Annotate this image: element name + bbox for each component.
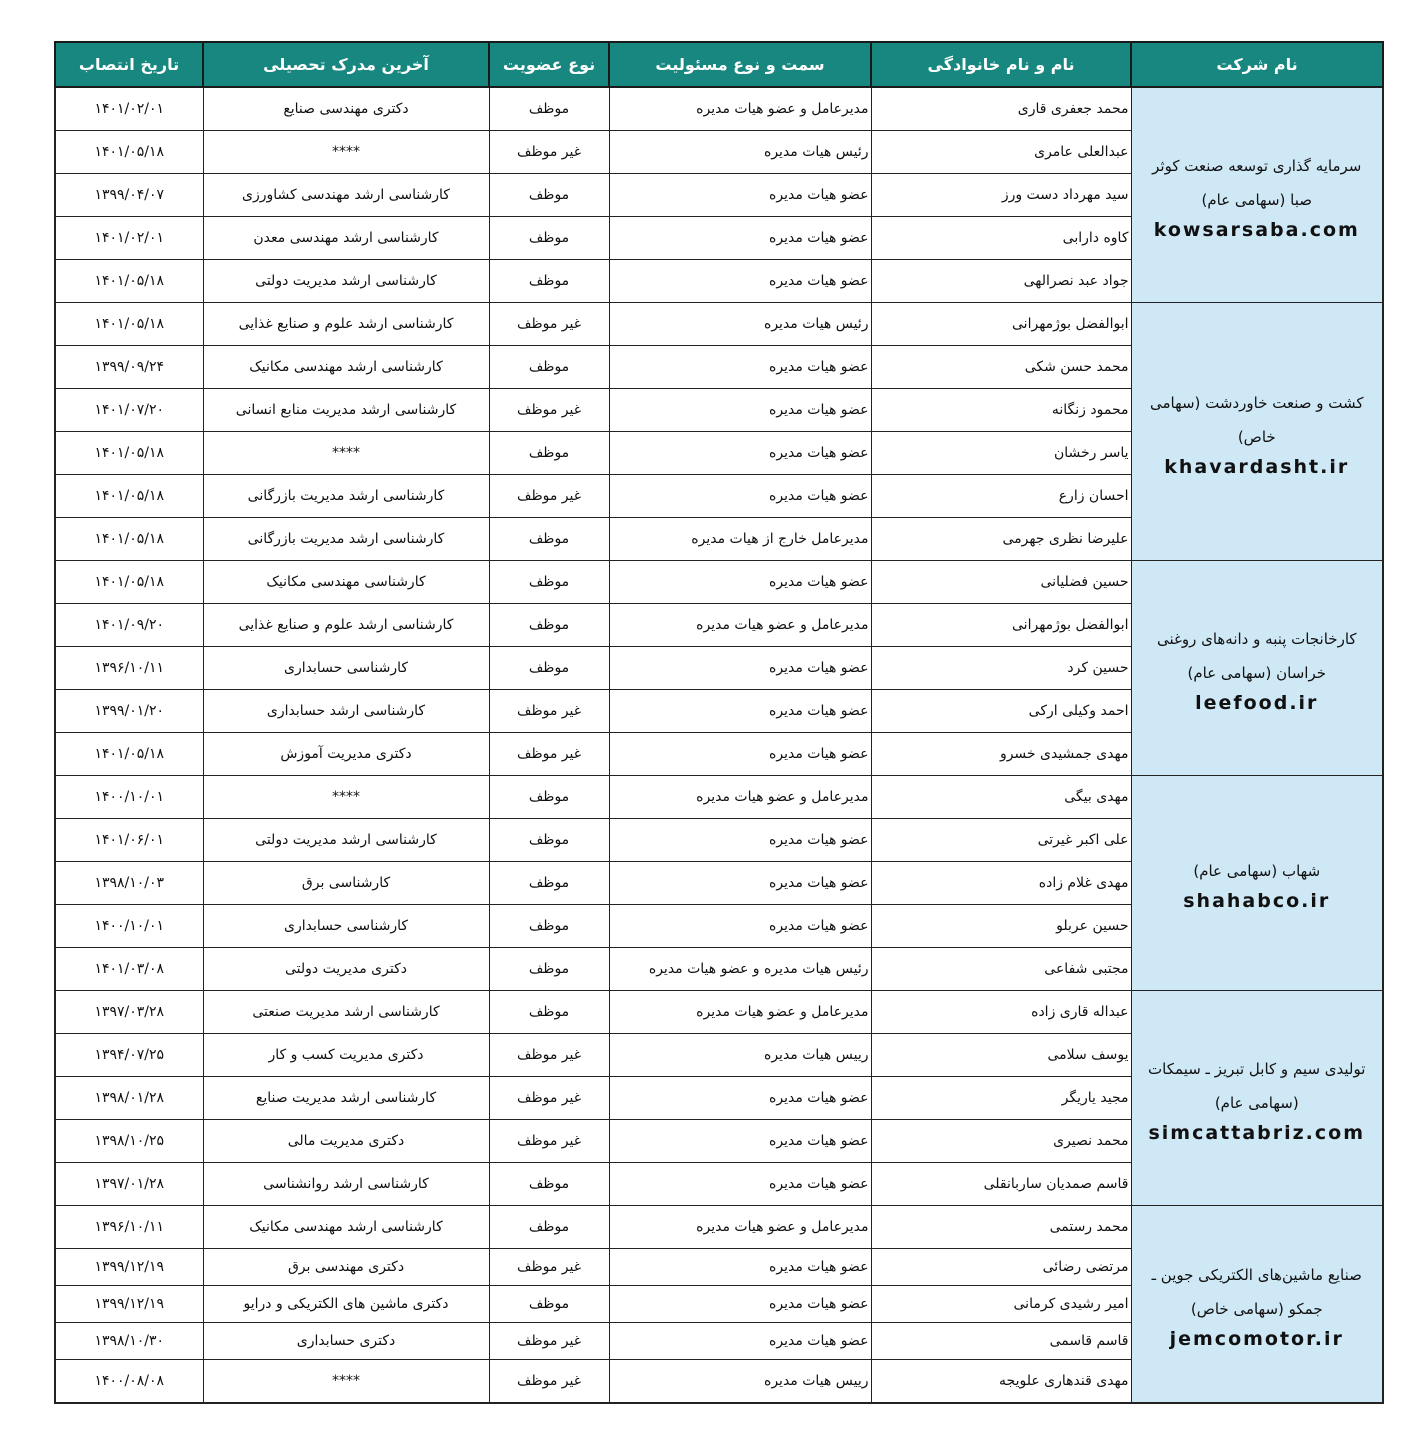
member-role: رییس هیات مدیره (609, 1034, 871, 1077)
education-degree: کارشناسی ارشد مهندسی مکانیک (203, 346, 489, 389)
member-role: مدیرعامل و عضو هیات مدیره (609, 991, 871, 1034)
member-role: عضو هیات مدیره (609, 905, 871, 948)
appointment-date: ۱۴۰۱/۰۵/۱۸ (55, 475, 203, 518)
member-name: محمد جعفری قاری (871, 87, 1131, 131)
member-role: عضو هیات مدیره (609, 1286, 871, 1323)
member-role: عضو هیات مدیره (609, 475, 871, 518)
member-name: علیرضا نظری جهرمی (871, 518, 1131, 561)
education-degree: دکتری مدیریت کسب و کار (203, 1034, 489, 1077)
appointment-date: ۱۳۹۷/۰۱/۲۸ (55, 1163, 203, 1206)
member-role: عضو هیات مدیره (609, 862, 871, 905)
membership-type: غیر موظف (489, 1323, 609, 1360)
appointment-date: ۱۳۹۹/۰۱/۲۰ (55, 690, 203, 733)
member-role: رئیس هیات مدیره (609, 131, 871, 174)
education-degree: کارشناسی ارشد مدیریت دولتی (203, 819, 489, 862)
member-role: مدیرعامل و عضو هیات مدیره (609, 776, 871, 819)
company-website: leefood.ir (1195, 692, 1319, 714)
appointment-date: ۱۴۰۱/۰۹/۲۰ (55, 604, 203, 647)
membership-type: موظف (489, 1163, 609, 1206)
member-name: مرتضی رضائی (871, 1249, 1131, 1286)
appointment-date: ۱۳۹۶/۱۰/۱۱ (55, 1206, 203, 1249)
appointment-date: ۱۳۹۷/۰۳/۲۸ (55, 991, 203, 1034)
member-name: قاسم صمدیان ساربانقلی (871, 1163, 1131, 1206)
education-degree: کارشناسی ارشد روانشناسی (203, 1163, 489, 1206)
education-degree: کارشناسی ارشد مدیریت بازرگانی (203, 475, 489, 518)
company-cell (1131, 561, 1383, 776)
membership-type: غیر موظف (489, 690, 609, 733)
company-name: کشت و صنعت خاوردشت (سهامی خاص) (1149, 393, 1364, 446)
appointment-date: ۱۴۰۱/۰۵/۱۸ (55, 303, 203, 346)
member-role: عضو هیات مدیره (609, 389, 871, 432)
member-role: رئیس هیات مدیره (609, 303, 871, 346)
education-degree: کارشناسی حسابداری (203, 647, 489, 690)
table-row (55, 991, 1383, 1034)
member-role: عضو هیات مدیره (609, 174, 871, 217)
member-name: محمد حسن شکی (871, 346, 1131, 389)
appointment-date: ۱۴۰۰/۱۰/۰۱ (55, 905, 203, 948)
member-role: مدیرعامل و عضو هیات مدیره (609, 87, 871, 131)
membership-type: غیر موظف (489, 131, 609, 174)
membership-type: موظف (489, 174, 609, 217)
header-company: نام شرکت (1131, 42, 1383, 87)
education-degree: کارشناسی ارشد مدیریت بازرگانی (203, 518, 489, 561)
company-name: تولیدی سیم و کابل تبریز ـ سیمکات (سهامی عام) (1148, 1060, 1366, 1112)
education-degree: کارشناسی حسابداری (203, 905, 489, 948)
education-degree: دکتری مدیریت دولتی (203, 948, 489, 991)
member-name: محمود زنگانه (871, 389, 1131, 432)
education-degree: دکتری حسابداری (203, 1323, 489, 1360)
member-name: قاسم قاسمی (871, 1323, 1131, 1360)
membership-type: غیر موظف (489, 1120, 609, 1163)
membership-type: موظف (489, 905, 609, 948)
member-name: مهدی غلام زاده (871, 862, 1131, 905)
membership-type: موظف (489, 948, 609, 991)
education-degree: کارشناسی ارشد مدیریت صنایع (203, 1077, 489, 1120)
header-row (55, 42, 1383, 87)
table-row (55, 561, 1383, 604)
member-name: یوسف سلامی (871, 1034, 1131, 1077)
appointment-date: ۱۴۰۱/۰۵/۱۸ (55, 733, 203, 776)
appointment-date: ۱۳۹۸/۱۰/۲۵ (55, 1120, 203, 1163)
member-name: ابوالفضل بوژمهرانی (871, 303, 1131, 346)
membership-type: غیر موظف (489, 1360, 609, 1404)
education-degree: کارشناسی ارشد مهندسی معدن (203, 217, 489, 260)
membership-type: غیر موظف (489, 1249, 609, 1286)
membership-type: موظف (489, 260, 609, 303)
appointment-date: ۱۴۰۱/۰۵/۱۸ (55, 131, 203, 174)
appointment-date: ۱۴۰۱/۰۶/۰۱ (55, 819, 203, 862)
education-degree: **** (203, 131, 489, 174)
membership-type: موظف (489, 87, 609, 131)
appointment-date: ۱۴۰۰/۱۰/۰۱ (55, 776, 203, 819)
header-name: نام و نام خانوادگی (871, 42, 1131, 87)
member-name: ابوالفضل بوژمهرانی (871, 604, 1131, 647)
membership-type: موظف (489, 518, 609, 561)
member-name: مجتبی شفاعی (871, 948, 1131, 991)
appointment-date: ۱۳۹۸/۰۱/۲۸ (55, 1077, 203, 1120)
member-name: عبداله قاری زاده (871, 991, 1131, 1034)
appointment-date: ۱۴۰۱/۰۵/۱۸ (55, 260, 203, 303)
company-website: kowsarsaba.com (1153, 219, 1360, 241)
member-role: عضو هیات مدیره (609, 1120, 871, 1163)
membership-type: موظف (489, 647, 609, 690)
company-name: شهاب (سهامی عام) (1193, 862, 1321, 880)
member-role: مدیرعامل و عضو هیات مدیره (609, 604, 871, 647)
member-role: عضو هیات مدیره (609, 690, 871, 733)
membership-type: غیر موظف (489, 475, 609, 518)
member-name: حسین کرد (871, 647, 1131, 690)
membership-type: موظف (489, 604, 609, 647)
member-role: عضو هیات مدیره (609, 217, 871, 260)
membership-type: موظف (489, 862, 609, 905)
table-row (55, 303, 1383, 346)
education-degree: کارشناسی برق (203, 862, 489, 905)
appointment-date: ۱۴۰۱/۰۵/۱۸ (55, 561, 203, 604)
member-name: احسان زارع (871, 475, 1131, 518)
appointment-date: ۱۴۰۱/۰۷/۲۰ (55, 389, 203, 432)
education-degree: کارشناسی ارشد علوم و صنایع غذایی (203, 604, 489, 647)
member-name: علی اکبر غیرتی (871, 819, 1131, 862)
membership-type: موظف (489, 819, 609, 862)
member-name: مهدی بیگی (871, 776, 1131, 819)
member-name: امیر رشیدی کرمانی (871, 1286, 1131, 1323)
appointment-date: ۱۴۰۱/۰۲/۰۱ (55, 217, 203, 260)
education-degree: کارشناسی ارشد مدیریت صنعتی (203, 991, 489, 1034)
appointment-date: ۱۳۹۹/۱۲/۱۹ (55, 1249, 203, 1286)
company-website: simcattabriz.com (1148, 1122, 1366, 1144)
member-role: عضو هیات مدیره (609, 647, 871, 690)
education-degree: کارشناسی ارشد مدیریت دولتی (203, 260, 489, 303)
membership-type: موظف (489, 1286, 609, 1323)
education-degree: دکتری مدیریت مالی (203, 1120, 489, 1163)
header-membership: نوع عضویت (489, 42, 609, 87)
education-degree: دکتری مهندسی برق (203, 1249, 489, 1286)
membership-type: موظف (489, 346, 609, 389)
member-name: کاوه دارابی (871, 217, 1131, 260)
member-role: عضو هیات مدیره (609, 1249, 871, 1286)
member-role: عضو هیات مدیره (609, 733, 871, 776)
member-role: عضو هیات مدیره (609, 561, 871, 604)
member-role: مدیرعامل خارج از هیات مدیره (609, 518, 871, 561)
membership-type: موظف (489, 561, 609, 604)
company-website: khavardasht.ir (1164, 455, 1350, 478)
appointment-date: ۱۳۹۹/۱۲/۱۹ (55, 1286, 203, 1323)
table-row (55, 776, 1383, 819)
appointment-date: ۱۴۰۱/۰۵/۱۸ (55, 432, 203, 475)
appointment-date: ۱۳۹۹/۰۹/۲۴ (55, 346, 203, 389)
member-role: عضو هیات مدیره (609, 819, 871, 862)
education-degree: **** (203, 1360, 489, 1404)
member-name: احمد وکیلی ارکی (871, 690, 1131, 733)
header-education: آخرین مدرک تحصیلی (203, 42, 489, 87)
member-name: عبدالعلی عامری (871, 131, 1131, 174)
appointment-date: ۱۴۰۱/۰۲/۰۱ (55, 87, 203, 131)
appointment-date: ۱۴۰۱/۰۳/۰۸ (55, 948, 203, 991)
member-role: عضو هیات مدیره (609, 432, 871, 475)
company-name: صنایع ماشین‌های الکتریکی جوین ـ جمکو (سهامی خاص) (1151, 1266, 1362, 1318)
header-date: تاریخ انتصاب (55, 42, 203, 87)
company-cell (1131, 87, 1383, 303)
member-name: جواد عبد نصرالهی (871, 260, 1131, 303)
table-header (55, 42, 1383, 87)
company-website: jemcomotor.ir (1169, 1328, 1344, 1350)
membership-type: غیر موظف (489, 1034, 609, 1077)
membership-type: موظف (489, 432, 609, 475)
education-degree: کارشناسی ارشد علوم و صنایع غذایی (203, 303, 489, 346)
appointment-date: ۱۴۰۱/۰۵/۱۸ (55, 518, 203, 561)
member-role: رییس هیات مدیره (609, 1360, 871, 1404)
education-degree: کارشناسی ارشد مهندسی کشاورزی (203, 174, 489, 217)
company-cell (1131, 776, 1383, 991)
appointment-date: ۱۳۹۶/۱۰/۱۱ (55, 647, 203, 690)
education-degree: **** (203, 776, 489, 819)
appointment-date: ۱۳۹۹/۰۴/۰۷ (55, 174, 203, 217)
member-name: محمد نصیری (871, 1120, 1131, 1163)
education-degree: کارشناسی ارشد مدیریت منابع انسانی (203, 389, 489, 432)
table-row (55, 87, 1383, 131)
appointment-date: ۱۳۹۴/۰۷/۲۵ (55, 1034, 203, 1077)
member-name: مجید یاریگر (871, 1077, 1131, 1120)
member-role: عضو هیات مدیره (609, 1163, 871, 1206)
membership-type: غیر موظف (489, 733, 609, 776)
member-role: عضو هیات مدیره (609, 1077, 871, 1120)
table-row (55, 1206, 1383, 1249)
education-degree: دکتری ماشین های الکتریکی و درایو (203, 1286, 489, 1323)
member-name: حسین عربلو (871, 905, 1131, 948)
company-cell (1131, 303, 1383, 561)
appointment-date: ۱۳۹۸/۱۰/۰۳ (55, 862, 203, 905)
membership-type: غیر موظف (489, 389, 609, 432)
education-degree: **** (203, 432, 489, 475)
membership-type: موظف (489, 776, 609, 819)
education-degree: کارشناسی ارشد مهندسی مکانیک (203, 1206, 489, 1249)
member-role: عضو هیات مدیره (609, 1323, 871, 1360)
board-members-table (54, 41, 1384, 1404)
company-name: کارخانجات پنبه و دانه‌های روغنی خراسان (سهامی عام) (1156, 630, 1357, 682)
appointment-date: ۱۳۹۸/۱۰/۳۰ (55, 1323, 203, 1360)
member-role: رئیس هیات مدیره و عضو هیات مدیره (609, 948, 871, 991)
member-name: مهدی جمشیدی خسرو (871, 733, 1131, 776)
membership-type: موظف (489, 991, 609, 1034)
member-name: سید مهرداد دست ورز (871, 174, 1131, 217)
company-name: سرمایه گذاری توسعه صنعت کوثر صبا (سهامی عام) (1152, 157, 1362, 209)
education-degree: دکتری مدیریت آموزش (203, 733, 489, 776)
member-name: حسین فضلیانی (871, 561, 1131, 604)
member-role: عضو هیات مدیره (609, 260, 871, 303)
appointment-date: ۱۴۰۰/۰۸/۰۸ (55, 1360, 203, 1404)
education-degree: کارشناسی ارشد حسابداری (203, 690, 489, 733)
member-name: یاسر رخشان (871, 432, 1131, 475)
membership-type: غیر موظف (489, 1077, 609, 1120)
company-cell (1131, 1206, 1383, 1404)
membership-type: غیر موظف (489, 303, 609, 346)
header-role: سمت و نوع مسئولیت (609, 42, 871, 87)
company-website: shahabco.ir (1183, 890, 1331, 912)
membership-type: موظف (489, 217, 609, 260)
education-degree: کارشناسی مهندسی مکانیک (203, 561, 489, 604)
education-degree: دکتری مهندسی صنایع (203, 87, 489, 131)
member-name: محمد رستمی (871, 1206, 1131, 1249)
member-role: مدیرعامل و عضو هیات مدیره (609, 1206, 871, 1249)
company-cell (1131, 991, 1383, 1206)
member-role: عضو هیات مدیره (609, 346, 871, 389)
membership-type: موظف (489, 1206, 609, 1249)
member-name: مهدی قندهاری علویجه (871, 1360, 1131, 1404)
table-body (55, 87, 1383, 1403)
